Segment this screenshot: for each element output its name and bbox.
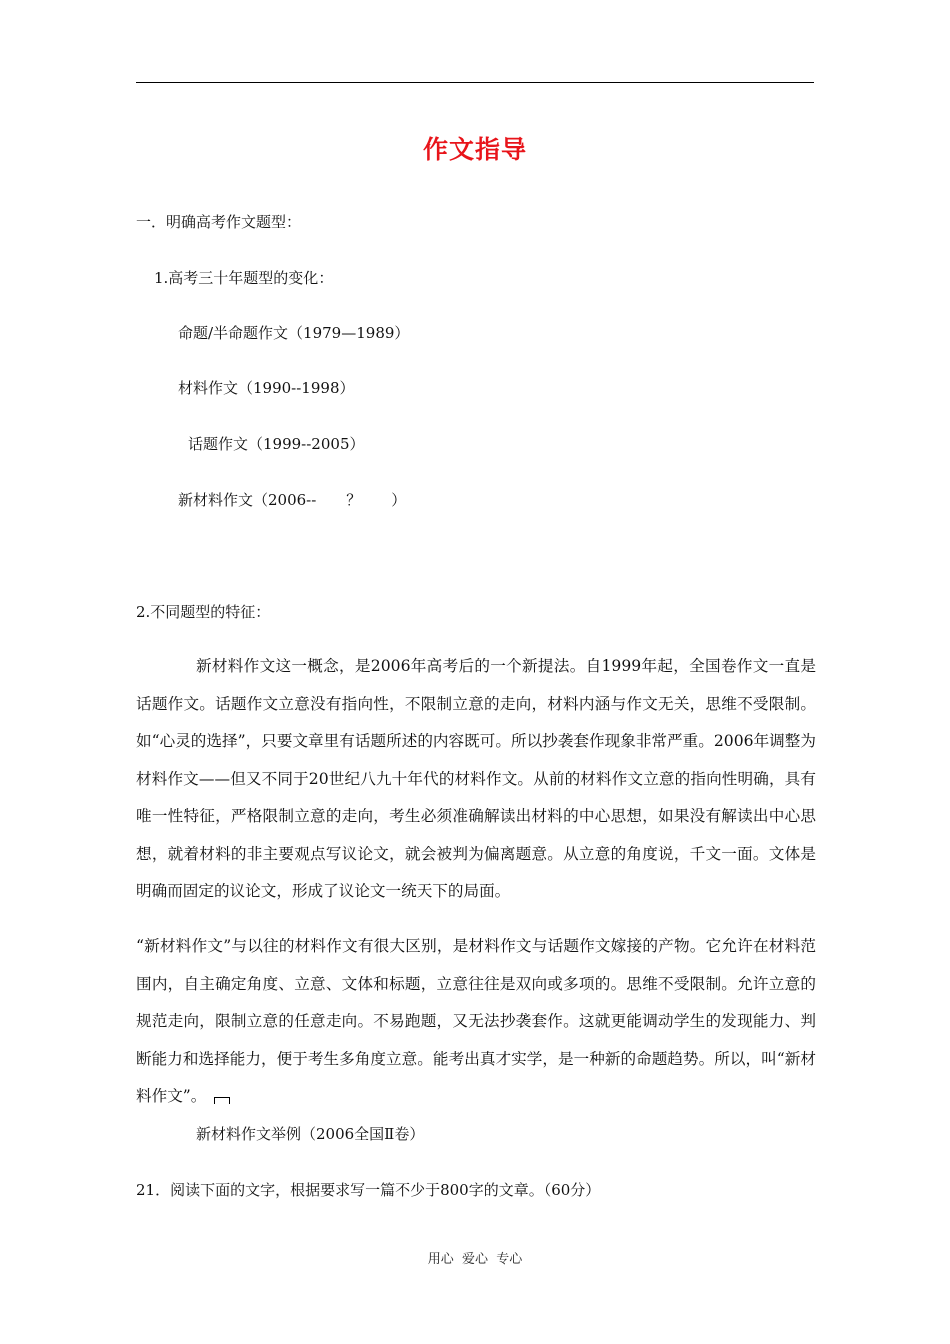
type-item: 新材料作文（2006-- ？ ） xyxy=(178,491,407,509)
bracket-mark-icon xyxy=(214,1097,230,1104)
example-heading: 新材料作文举例（2006全国Ⅱ卷） xyxy=(196,1125,425,1143)
type-item: 材料作文（1990--1998） xyxy=(178,379,355,397)
subsection-heading: 2.不同题型的特征： xyxy=(136,603,271,621)
type-item: 命题/半命题作文（1979—1989） xyxy=(178,324,410,342)
section-heading: 一．明确高考作文题型： xyxy=(136,213,302,231)
type-item: 话题作文（1999--2005） xyxy=(188,435,365,453)
subsection-heading: 1.高考三十年题型的变化： xyxy=(154,269,334,287)
document-title: 作文指导 xyxy=(422,135,527,164)
page-footer: 用心 爱心 专心 xyxy=(427,1252,523,1267)
header-rule xyxy=(136,82,814,83)
question-text: 21．阅读下面的文字，根据要求写一篇不少于800字的文章。（60分） xyxy=(136,1181,601,1199)
body-paragraph xyxy=(136,928,816,1116)
body-paragraph: 新材料作文这一概念，是2006年高考后的一个新提法。自1999年起，全国卷作文一直是话题作文。话题作文立意没有指向性，不限制立意的走向，材料内涵与作文无关，思维不受限制。如“心灵的选择”，只要文章里有话题所述的内容既可。所以抄袭套作现象非常严重。2006年调整为材料作文——但又不同于20世纪八九十年代的材料作文。从前的材料作文立意的指向性明确，具有唯一性特征，严格限制立意的走向，考生必须准确解读出材料的中心思想，如果没有解读出中心思想，就着材料的非主要观点写议论文，就会被判为偏离题意。从立意的角度说，千文一面。文体是明确而固定的议论文，形成了议论文一统天下的局面。 xyxy=(136,657,816,900)
paragraph-text: “新材料作文”与以往的材料作文有很大区别，是材料作文与话题作文嫁接的产物。它允许在材料范围内，自主确定角度、立意、文体和标题，立意往往是双向或多项的。思维不受限制。允许立意的规范走向，限制立意的任意走向。不易跑题，又无法抄袭套作。这就更能调动学生的发现能力、判断能力和选择能力，便于考生多角度立意。能考出真才实学，是一种新的命题趋势。所以，叫“新材料作文”。 xyxy=(136,937,816,1105)
